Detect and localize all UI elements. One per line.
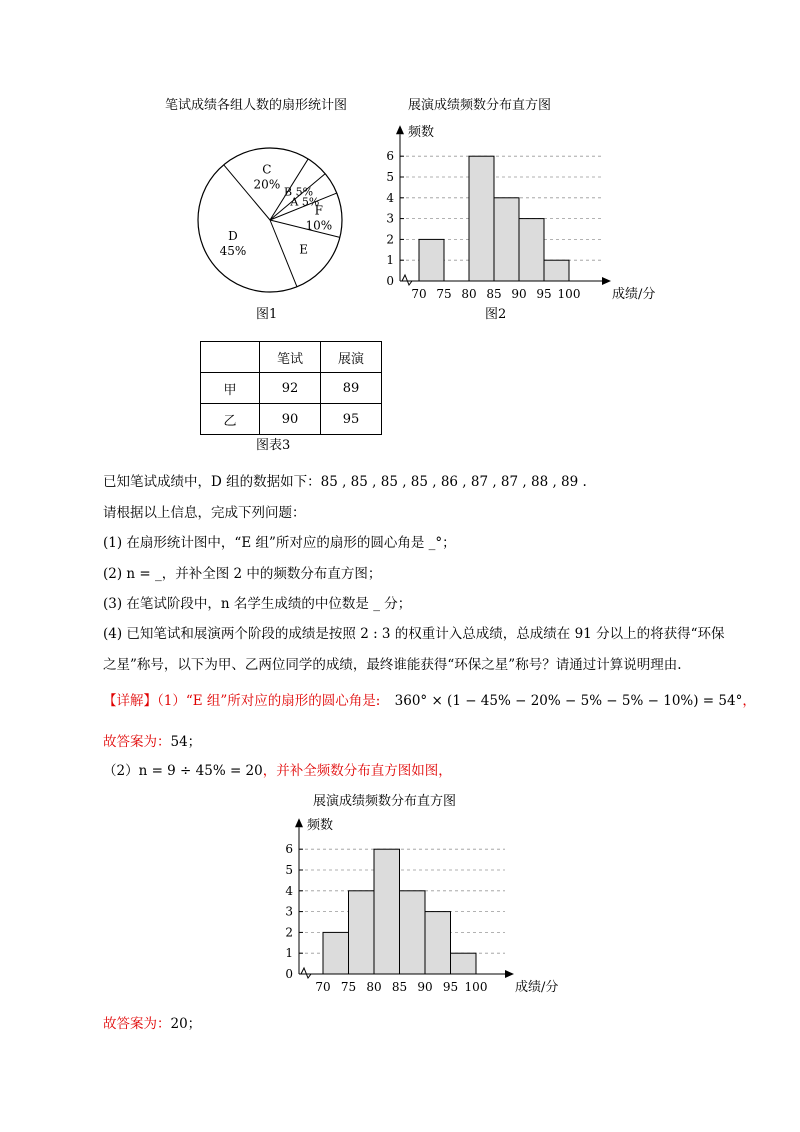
pie-chart [190, 140, 350, 300]
histogram-2-title: 展演成绩频数分布直方图 [313, 794, 457, 809]
x-tick-label: 75 [340, 980, 357, 994]
y-axis-label: 频数 [307, 818, 334, 834]
table-row [201, 404, 382, 435]
x-tick-label: 70 [411, 287, 427, 301]
x-tick-label: 95 [536, 287, 552, 301]
pie-slice-label: D [228, 229, 238, 244]
pie-slice-percent: 45% [219, 244, 247, 259]
y-axis-arrow [396, 125, 404, 134]
y-tick-label: 5 [386, 170, 394, 184]
fig2-caption: 图2 [485, 307, 507, 322]
x-tick-label: 90 [417, 980, 433, 994]
x-tick-label: 90 [511, 287, 527, 301]
table-header-cell: 笔试 [260, 342, 321, 373]
answer-2-line [103, 1012, 201, 1032]
histogram-bar [419, 239, 444, 281]
solution-2-formula: （2）n = 9 ÷ 45% = 20 [103, 763, 263, 779]
x-axis-label: 成绩/分 [612, 287, 656, 302]
solution-2-text: ，并补全频数分布直方图如图， [262, 763, 452, 779]
answer-2-value: 20； [170, 1016, 202, 1032]
table-header-cell: 展演 [321, 342, 382, 373]
pie-slice-label: B 5% [284, 185, 314, 199]
histogram-bar [494, 198, 519, 281]
pie-slice-percent: 20% [253, 177, 281, 192]
score-table [200, 341, 382, 435]
solution-1-line [103, 689, 756, 709]
y-tick-label: 3 [386, 211, 394, 226]
x-tick-label: 75 [436, 287, 452, 301]
histogram-bar [469, 156, 494, 281]
table-row [201, 373, 382, 404]
y-tick-label: 5 [285, 863, 293, 877]
instruction: 请根据以上信息，完成下列问题： [103, 505, 306, 521]
x-tick-label: 85 [391, 980, 408, 994]
axis-break [402, 275, 412, 285]
known-data-line [103, 470, 587, 490]
y-tick-label: 0 [285, 967, 293, 981]
x-tick-label: 95 [442, 980, 459, 994]
y-tick-label: 4 [285, 883, 293, 898]
question-2: (2) n = _，并补全图 2 中的频数分布直方图； [103, 566, 382, 582]
y-tick-label: 2 [285, 925, 293, 940]
x-tick-label: 100 [464, 980, 488, 994]
table-caption: 图表3 [256, 438, 291, 453]
pie-slice-label: A 5% [290, 195, 320, 209]
question-4-line-1: (4) 已知笔试和展演两个阶段的成绩是按照 2 : 3 的权重计入总成绩，总成绩在 91 分以上的将获得“环保 [103, 626, 725, 642]
pie-slice-label: C [262, 162, 272, 177]
fig1-caption: 图1 [256, 307, 278, 322]
table-cell: 乙 [201, 404, 260, 435]
x-tick-label: 80 [366, 980, 382, 994]
histogram-bar [374, 849, 400, 974]
solution-1-formula: 360° × (1 − 45% − 20% − 5% − 5% − 10%) = 54° [394, 693, 743, 709]
histogram-bar [349, 891, 375, 974]
y-tick-label: 6 [386, 149, 394, 164]
table-cell: 92 [260, 373, 321, 404]
pie-slice-label: F [314, 203, 324, 218]
answer-1-value: 54； [170, 734, 202, 750]
x-tick-label: 70 [315, 980, 331, 994]
pie-slice-label: E [299, 242, 309, 257]
table-header-cell [201, 342, 260, 373]
y-axis-label: 频数 [408, 125, 435, 141]
y-tick-label: 0 [386, 274, 394, 288]
histogram-bar [425, 912, 451, 974]
solution-2-line [103, 759, 452, 779]
question-1: (1) 在扇形统计图中，“E 组”所对应的扇形的圆心角是 _°； [103, 535, 456, 551]
histogram-bar [323, 932, 349, 974]
solution-1-text: （1）“E 组”所对应的扇形的圆心角是: [157, 693, 381, 709]
histogram-bar [519, 219, 544, 281]
axis-break [301, 968, 311, 978]
y-tick-label: 6 [285, 842, 293, 857]
x-tick-label: 85 [486, 287, 502, 301]
question-3: (3) 在笔试阶段中，n 名学生成绩的中位数是 _ 分； [103, 596, 412, 612]
y-tick-label: 3 [285, 904, 293, 919]
answer-1-line [103, 730, 201, 750]
table-header-row [201, 342, 382, 373]
table-cell: 90 [260, 404, 321, 435]
y-tick-label: 1 [386, 253, 394, 268]
table-cell: 甲 [201, 373, 260, 404]
d-group-data: 85 , 85 , 85 , 85 , 86 , 87 , 87 , 88 , 89 . [320, 474, 587, 490]
histogram-bar [400, 891, 426, 974]
x-axis-arrow [602, 277, 611, 285]
x-axis-label: 成绩/分 [515, 980, 559, 995]
answer-label: 故答案为： [103, 1016, 171, 1032]
y-tick-label: 1 [285, 946, 293, 961]
x-tick-label: 80 [461, 287, 477, 301]
x-axis-arrow [505, 970, 514, 978]
solution-tag: 【详解】 [103, 693, 157, 709]
x-tick-label: 100 [557, 287, 581, 301]
histogram-chart [370, 120, 656, 305]
histogram-chart-completed [265, 815, 565, 1000]
y-tick-label: 4 [386, 190, 394, 205]
y-axis-arrow [295, 818, 303, 827]
question-4-line-2: 之星”称号，以下为甲、乙两位同学的成绩，最终谁能获得“环保之星”称号？请通过计算说明理由. [103, 657, 682, 673]
histogram-bar [451, 953, 477, 974]
histogram-bar [544, 260, 569, 281]
histogram-title: 展演成绩频数分布直方图 [408, 98, 552, 113]
y-tick-label: 2 [386, 232, 394, 247]
table-cell: 95 [321, 404, 382, 435]
pie-slice-percent: 10% [305, 218, 333, 233]
table-cell: 89 [321, 373, 382, 404]
answer-label: 故答案为： [103, 734, 171, 750]
solution-1-end: ， [742, 693, 756, 709]
known-prefix: 已知笔试成绩中，D 组的数据如下： [103, 474, 321, 490]
pie-title: 笔试成绩各组人数的扇形统计图 [165, 98, 348, 113]
